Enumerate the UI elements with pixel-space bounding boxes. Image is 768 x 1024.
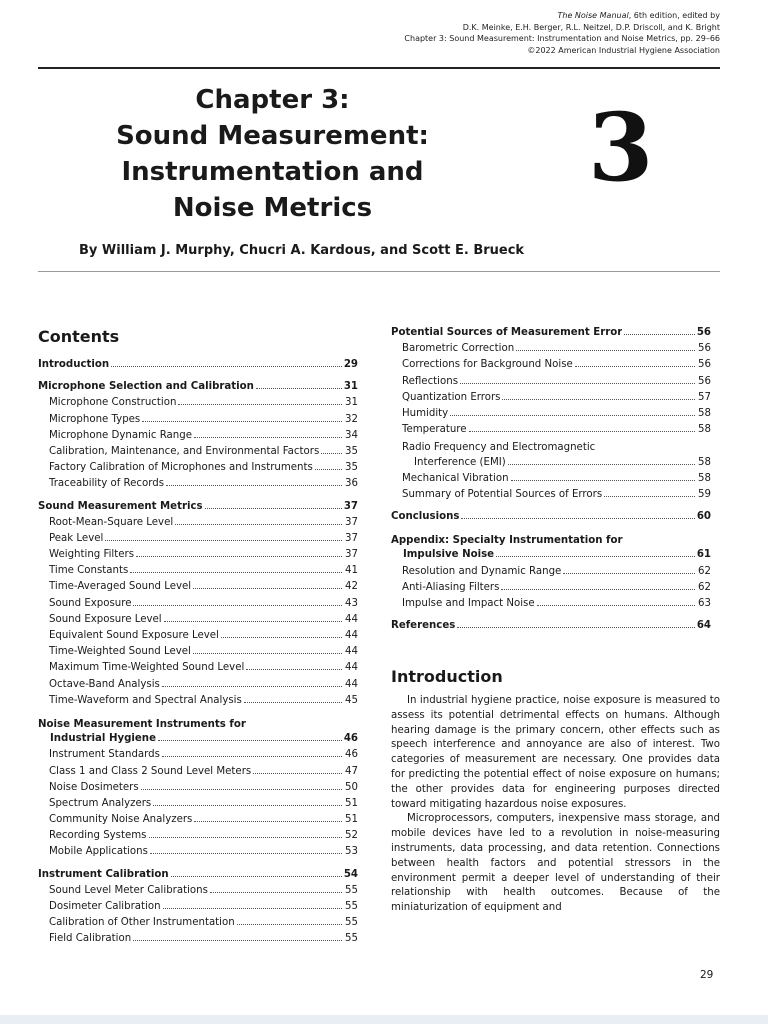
- toc-leader: [321, 453, 342, 454]
- toc-entry-page: 37: [343, 500, 358, 512]
- toc-entry-line: [38, 733, 358, 749]
- toc-leader: [133, 605, 342, 606]
- introduction-body: [391, 694, 720, 916]
- toc-leader: [162, 756, 342, 757]
- toc-leader: [237, 924, 342, 925]
- toc-entry-label: Microphone Dynamic Range: [49, 429, 192, 441]
- toc-entry[interactable]: [391, 598, 711, 614]
- toc-entry-page: 52: [345, 830, 358, 842]
- chapter-title: Chapter 3: Sound Measurement: Instrumentation and Noise Metrics: [116, 85, 429, 223]
- toc-entry-page: 36: [345, 478, 358, 490]
- toc-entry-page: 55: [345, 917, 358, 929]
- authors-line: By William J. Murphy, Chucri A. Kardous, and Scott E. Brueck: [79, 243, 525, 258]
- toc-entry-label: Sound Level Meter Calibrations: [49, 884, 208, 896]
- toc-leader: [193, 588, 342, 589]
- toc-leader: [450, 415, 695, 416]
- toc-entry-label: Corrections for Background Noise: [402, 359, 573, 371]
- toc-entry-page: 44: [345, 630, 358, 641]
- toc-leader: [457, 627, 695, 628]
- toc-entry-page: 44: [345, 613, 358, 625]
- toc-entry-label: Peak Level: [49, 532, 104, 544]
- toc-entry[interactable]: [38, 533, 358, 549]
- toc-entry-label: Conclusions: [391, 511, 460, 523]
- toc-entry-label: Noise Dosimeters: [49, 781, 139, 793]
- toc-entry-page: 55: [345, 884, 358, 896]
- toc-leader: [178, 404, 342, 405]
- toc-entry-label: Quantization Errors: [402, 391, 501, 403]
- toc-entry[interactable]: [38, 679, 358, 695]
- toc-leader: [171, 876, 342, 877]
- toc-entry-page: 46: [345, 749, 358, 761]
- toc-entry-label: Microphone Selection and Calibration: [38, 381, 254, 393]
- toc-leader: [194, 821, 342, 822]
- toc-leader: [162, 686, 342, 687]
- toc-entry-label: Temperature: [402, 424, 467, 436]
- toc-entry-page: 50: [345, 781, 358, 793]
- toc-entry-label: Microphone Types: [49, 413, 141, 425]
- toc-entry-page: 56: [698, 343, 711, 355]
- toc-entry-label: Anti-Aliasing Filters: [402, 581, 500, 593]
- copyright-line: ©2022 American Industrial Hygiene Association: [527, 45, 720, 55]
- header-rule: [38, 67, 720, 69]
- toc-entry-page: 29: [343, 359, 358, 370]
- toc-entry-label: Traceability of Records: [49, 478, 165, 490]
- toc-entry-page: 61: [696, 549, 711, 561]
- toc-leader: [575, 366, 695, 367]
- toc-entry[interactable]: [38, 662, 358, 678]
- toc-entry[interactable]: [391, 359, 711, 375]
- toc-entry-label: Reflections: [402, 375, 458, 387]
- toc-leader: [604, 496, 695, 497]
- toc-entry-label-cont: Industrial Hygiene: [50, 733, 156, 745]
- toc-entry[interactable]: [38, 901, 358, 917]
- toc-entry-page: 55: [345, 933, 358, 945]
- toc-entry-label: Instrument Calibration: [38, 868, 169, 880]
- introduction-heading: Introduction: [391, 667, 503, 686]
- toc-entry-page: 59: [698, 488, 711, 500]
- toc-leader: [105, 540, 342, 541]
- toc-entry[interactable]: [38, 830, 358, 846]
- chapter-number: 3: [588, 93, 654, 203]
- toc-leader: [194, 437, 342, 438]
- toc-entry[interactable]: [38, 501, 358, 517]
- toc-entry-page: 34: [345, 429, 358, 441]
- toc-entry-page: 62: [698, 565, 711, 577]
- editors-line: D.K. Meinke, E.H. Berger, R.L. Neitzel, D.P. Driscoll, and K. Bright: [462, 22, 720, 32]
- toc-leader: [496, 556, 695, 557]
- toc-entry[interactable]: [391, 582, 711, 598]
- toc-entry[interactable]: [38, 695, 358, 711]
- toc-leader: [205, 508, 342, 509]
- toc-entry[interactable]: [38, 430, 358, 446]
- toc-entry-label: Humidity: [402, 407, 449, 419]
- toc-entry-label: Calibration, Maintenance, and Environmental Factors: [49, 445, 320, 457]
- toc-entry-page: 44: [345, 678, 358, 690]
- toc-entry-page: 35: [345, 445, 358, 457]
- toc-entry[interactable]: [38, 397, 358, 413]
- toc-entry-page: 53: [345, 846, 358, 858]
- toc-entry[interactable]: [391, 392, 711, 408]
- toc-leader: [508, 464, 695, 465]
- toc-entry[interactable]: [38, 749, 358, 765]
- toc-entry[interactable]: [38, 869, 358, 885]
- toc-entry[interactable]: [38, 381, 358, 397]
- toc-leader: [130, 572, 342, 573]
- toc-left-column: [38, 359, 358, 950]
- toc-entry[interactable]: [38, 630, 358, 646]
- toc-entry[interactable]: [38, 917, 358, 933]
- toc-right-column: [391, 327, 711, 636]
- toc-entry-label: Introduction: [38, 359, 110, 370]
- toc-leader: [563, 573, 695, 574]
- toc-entry[interactable]: [38, 565, 358, 581]
- toc-entry-label: Field Calibration: [49, 933, 132, 945]
- toc-leader: [142, 421, 342, 422]
- toc-entry-label: Resolution and Dynamic Range: [402, 565, 562, 577]
- toc-entry-label: Weighting Filters: [49, 549, 135, 561]
- toc-entry-label: Calibration of Other Instrumentation: [49, 917, 235, 929]
- toc-entry-label: Time Constants: [49, 565, 129, 577]
- toc-entry[interactable]: [38, 581, 358, 597]
- toc-entry[interactable]: [38, 717, 358, 749]
- toc-entry[interactable]: [38, 933, 358, 949]
- toc-leader: [163, 908, 342, 909]
- toc-entry[interactable]: [391, 489, 711, 505]
- toc-entry-label: Barometric Correction: [402, 343, 515, 355]
- intro-paragraph: In industrial hygiene practice, noise exposure is measured to assess its potential detrimental effects on humans. Although hearing damage is the primary concern, other effects such as speech interference and annoyance are also of interest. Two categories of measurement are necessary. One provides data for predicting the potential effect of noise exposure on humans; the other provides data for engineering purposes directed toward mitigating hazardous noise exposures.: [391, 695, 720, 810]
- toc-entry-page: 42: [345, 581, 358, 593]
- toc-entry[interactable]: [391, 566, 711, 582]
- toc-entry[interactable]: [391, 376, 711, 392]
- contents-heading: Contents: [38, 327, 120, 346]
- chapter-citation: Chapter 3: Sound Measurement: Instrumentation and Noise Metrics, pp. 29–66: [404, 34, 720, 43]
- toc-leader: [153, 805, 342, 806]
- toc-entry-page: 45: [345, 694, 358, 706]
- toc-leader: [193, 653, 342, 654]
- toc-entry-label: Sound Exposure Level: [49, 613, 162, 625]
- book-title: The Noise Manual: [557, 11, 629, 20]
- toc-entry-label: Time-Averaged Sound Level: [49, 581, 192, 593]
- toc-entry[interactable]: [38, 646, 358, 662]
- toc-entry-page: 64: [696, 620, 711, 632]
- citation-header: The Noise Manual, 6th edition, edited by D.K. Meinke, E.H. Berger, R.L. Neitzel, D.P. Driscoll, and K. Bright Chapter 3: Sound Measurement: Instrumentation and Noise Metrics, pp. 29–66 ©2022 American Industrial Hygiene Association: [320, 10, 720, 56]
- toc-entry-label: Noise Measurement Instruments for: [38, 718, 246, 730]
- toc-leader: [136, 556, 342, 557]
- toc-entry-label: Appendix: Specialty Instrumentation for: [391, 535, 623, 547]
- toc-leader: [111, 366, 342, 367]
- toc-leader: [141, 789, 342, 790]
- toc-entry-page: 44: [345, 646, 358, 658]
- toc-entry-page: 37: [345, 549, 358, 561]
- toc-leader: [516, 350, 695, 351]
- toc-entry-page: 37: [345, 532, 358, 544]
- toc-entry-page: 56: [696, 327, 711, 338]
- toc-entry-page: 44: [345, 662, 358, 674]
- toc-entry-label: Octave-Band Analysis: [49, 678, 160, 690]
- toc-entry-page: 51: [345, 814, 358, 826]
- toc-entry-label-cont: Interference (EMI): [414, 456, 506, 468]
- toc-entry-label: Mechanical Vibration: [402, 472, 509, 484]
- toc-entry[interactable]: [391, 440, 711, 472]
- toc-entry-label: Maximum Time-Weighted Sound Level: [49, 662, 245, 674]
- toc-entry-page: 47: [345, 765, 358, 777]
- toc-entry[interactable]: [391, 473, 711, 489]
- section-rule: [38, 271, 720, 272]
- toc-leader: [149, 837, 343, 838]
- toc-entry[interactable]: [391, 511, 711, 527]
- toc-leader: [253, 773, 342, 774]
- toc-entry-label: Sound Exposure: [49, 597, 132, 609]
- toc-entry-label: Spectrum Analyzers: [49, 797, 152, 809]
- toc-leader: [501, 589, 695, 590]
- toc-entry-label: Summary of Potential Sources of Errors: [402, 488, 603, 500]
- toc-entry-page: 56: [698, 359, 711, 371]
- toc-entry-page: 35: [345, 462, 358, 474]
- toc-entry[interactable]: [391, 620, 711, 636]
- toc-entry-label: Instrument Standards: [49, 749, 160, 761]
- toc-entry-page: 31: [343, 381, 358, 393]
- toc-leader: [256, 388, 342, 389]
- toc-leader: [175, 524, 342, 525]
- toc-entry-page: 37: [345, 516, 358, 528]
- toc-entry-label: Factory Calibration of Microphones and Instruments: [49, 462, 313, 474]
- toc-entry[interactable]: [38, 614, 358, 630]
- toc-leader: [246, 669, 342, 670]
- toc-entry[interactable]: [38, 446, 358, 462]
- toc-entry-page: 58: [698, 407, 711, 419]
- toc-entry-label: Dosimeter Calibration: [49, 901, 161, 912]
- toc-entry-label: Sound Measurement Metrics: [38, 500, 203, 512]
- toc-leader: [166, 485, 342, 486]
- toc-entry-page: 32: [345, 413, 358, 425]
- toc-entry-page: 60: [696, 511, 711, 523]
- toc-entry-page: 51: [345, 797, 358, 809]
- toc-entry[interactable]: [38, 462, 358, 478]
- toc-leader: [537, 605, 695, 606]
- toc-entry[interactable]: [38, 414, 358, 430]
- toc-leader: [244, 702, 342, 703]
- toc-entry-page: 57: [698, 391, 711, 403]
- page-number: 29: [700, 969, 714, 981]
- toc-entry-label: Equivalent Sound Exposure Level: [49, 630, 219, 641]
- toc-entry[interactable]: [391, 424, 711, 440]
- toc-entry-page: 56: [698, 375, 711, 387]
- toc-leader: [210, 892, 342, 893]
- toc-entry-label: Community Noise Analyzers: [49, 814, 193, 826]
- toc-entry-label: Root-Mean-Square Level: [49, 516, 174, 528]
- toc-entry-page: 43: [345, 597, 358, 609]
- toc-entry-label: Class 1 and Class 2 Sound Level Meters: [49, 765, 252, 777]
- toc-leader: [460, 383, 695, 384]
- toc-entry-page: 62: [698, 581, 711, 593]
- toc-entry[interactable]: [38, 549, 358, 565]
- toc-leader: [624, 334, 694, 335]
- toc-leader: [511, 480, 695, 481]
- toc-leader: [158, 740, 342, 741]
- toc-leader: [502, 399, 695, 400]
- toc-entry-label: Impulse and Impact Noise: [402, 598, 535, 609]
- toc-entry-page: 31: [345, 397, 358, 409]
- toc-entry[interactable]: [391, 408, 711, 424]
- toc-entry[interactable]: [38, 798, 358, 814]
- intro-paragraph: Microprocessors, computers, inexpensive mass storage, and mobile devices have led to a revolution in noise-measuring instruments, data processing, and data retention. Connections between health factors and potential stressors in the environment permit a deeper level of understanding of their relationship with health outcomes. Because of the miniaturization of equipment and: [391, 813, 720, 914]
- toc-entry-page: 55: [345, 901, 358, 912]
- toc-entry-label: References: [391, 620, 456, 632]
- toc-leader: [315, 469, 342, 470]
- toc-leader: [133, 940, 342, 941]
- toc-entry-page: 58: [698, 424, 711, 436]
- toc-entry[interactable]: [38, 846, 358, 862]
- toc-entry-label: Potential Sources of Measurement Error: [391, 327, 623, 338]
- toc-entry-label: Radio Frequency and Electromagnetic: [402, 442, 596, 454]
- toc-leader: [150, 853, 342, 854]
- toc-entry[interactable]: [38, 885, 358, 901]
- toc-entry-page: 54: [343, 868, 358, 880]
- toc-entry[interactable]: [38, 517, 358, 533]
- toc-entry-page: 41: [345, 565, 358, 577]
- toc-leader: [461, 518, 694, 519]
- toc-entry[interactable]: [391, 343, 711, 359]
- toc-leader: [469, 431, 695, 432]
- toc-entry[interactable]: [38, 766, 358, 782]
- toc-entry-page: 58: [698, 456, 711, 468]
- toc-entry-label: Recording Systems: [49, 830, 147, 842]
- toc-entry-label: Time-Waveform and Spectral Analysis: [49, 694, 242, 706]
- toc-entry[interactable]: [391, 533, 711, 565]
- toc-leader: [221, 637, 342, 638]
- toc-entry-label-cont: Impulsive Noise: [403, 549, 495, 561]
- toc-entry[interactable]: [38, 598, 358, 614]
- toc-entry-page: 58: [698, 472, 711, 484]
- toc-entry[interactable]: [38, 478, 358, 494]
- toc-leader: [164, 621, 342, 622]
- toc-entry-label: Time-Weighted Sound Level: [49, 646, 191, 658]
- toc-entry-page: 63: [698, 598, 711, 609]
- toc-entry-label: Mobile Applications: [49, 846, 148, 858]
- toc-entry-line: [402, 457, 711, 473]
- toc-entry-line: [391, 549, 711, 565]
- toc-entry[interactable]: [38, 782, 358, 798]
- toc-entry[interactable]: [391, 327, 711, 343]
- toc-entry[interactable]: [38, 359, 358, 375]
- toc-entry[interactable]: [38, 814, 358, 830]
- toc-entry-label: Microphone Construction: [49, 397, 177, 409]
- toc-entry-page: 46: [343, 733, 358, 745]
